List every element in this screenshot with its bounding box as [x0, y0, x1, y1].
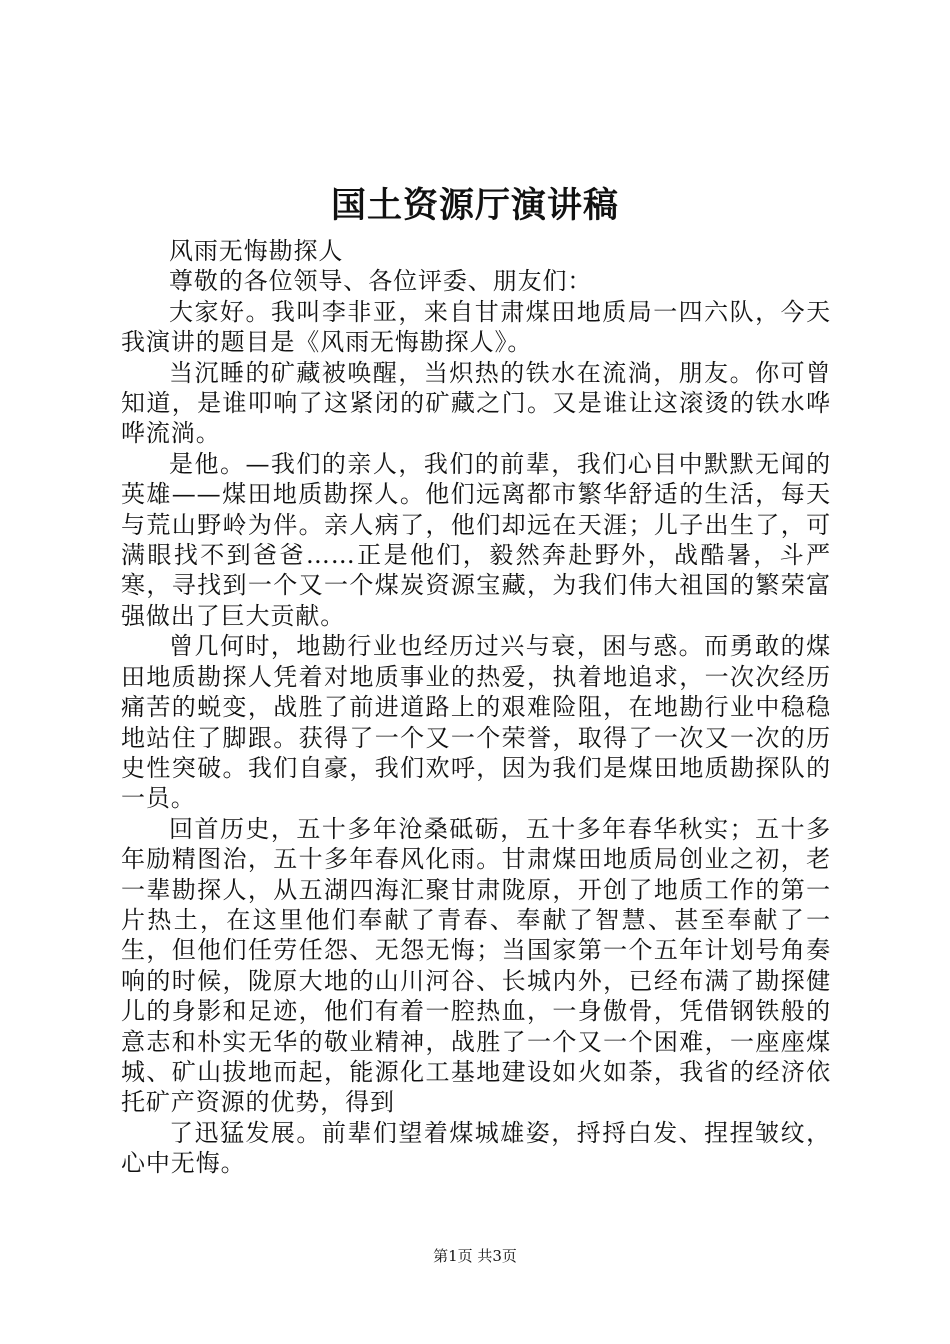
paragraph: 是他。—我们的亲人，我们的前辈，我们心目中默默无闻的英雄——煤田地质勘探人。他们远离都市繁华舒适的生活，每天与荒山野岭为伴。亲人病了，他们却远在天涯；儿子出生了，可满眼找不到爸爸……正是他们，毅然奔赴野外，战酷暑，斗严寒，寻找到一个又一个煤炭资源宝藏，为我们伟大祖国的繁荣富强做出了巨大贡献。: [121, 449, 831, 630]
paragraph: 了迅猛发展。前辈们望着煤城雄姿，捋捋白发、捏捏皱纹，心中无悔。: [121, 1118, 831, 1178]
paragraph: 曾几何时，地勘行业也经历过兴与衰，困与惑。而勇敢的煤田地质勘探人凭着对地质事业的热爱，执着地追求，一次次经历痛苦的蜕变，战胜了前进道路上的艰难险阻，在地勘行业中稳稳地站住了脚跟。获得了一个又一个荣誉，取得了一次又一次的历史性突破。我们自豪，我们欢呼，因为我们是煤田地质勘探队的一员。: [121, 632, 831, 813]
document-body: [121, 236, 831, 1179]
paragraph: 大家好。我叫李非亚，来自甘肃煤田地质局一四六队，今天我演讲的题目是《风雨无悔勘探人》。: [121, 297, 831, 357]
speech-subtitle: 风雨无悔勘探人: [169, 237, 344, 265]
salutation: 尊敬的各位领导、各位评委、朋友们：: [169, 267, 593, 296]
page-number-footer: 第1页 共3页: [433, 1247, 517, 1265]
paragraph: 当沉睡的矿藏被唤醒，当炽热的铁水在流淌，朋友。你可曾知道，是谁叩响了这紧闭的矿藏之门。又是谁让这滚烫的铁水哗哗流淌。: [121, 358, 831, 448]
paragraph: 回首历史，五十多年沧桑砥砺，五十多年春华秋实；五十多年励精图治，五十多年春风化雨。甘肃煤田地质局创业之初，老一辈勘探人，从五湖四海汇聚甘肃陇原，开创了地质工作的第一片热土，在这里他们奉献了青春、奉献了智慧、甚至奉献了一生，但他们任劳任怨、无怨无悔；当国家第一个五年计划号角奏响的时候，陇原大地的山川河谷、长城内外，已经布满了勘探健儿的身影和足迹，他们有着一腔热血，一身傲骨，凭借钢铁般的意志和朴实无华的敬业精神，战胜了一个又一个困难，一座座煤城、矿山拔地而起，能源化工基地建设如火如荼，我省的经济依托矿产资源的优势，得到: [121, 814, 831, 1117]
document-title: 国土资源厅演讲稿: [330, 185, 619, 226]
